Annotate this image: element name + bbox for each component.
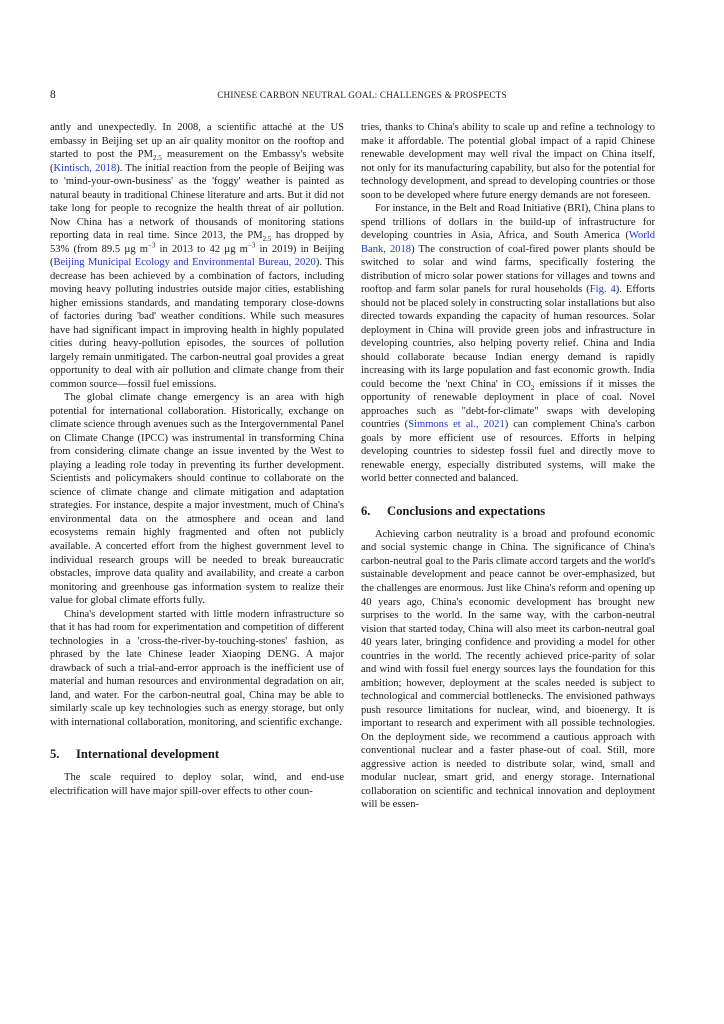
- section-heading: [361, 503, 655, 519]
- text: in 2019) in Beijing (: [50, 243, 344, 269]
- running-title: CHINESE CARBON NEUTRAL GOAL: CHALLENGES & PROSPECTS: [217, 90, 507, 100]
- section-number: 6.: [361, 503, 371, 518]
- page-number: 8: [50, 89, 56, 101]
- paragraph: tries, thanks to China's ability to scale up and refine a technology to make it affordable. The potential global impact of a rapid Chinese renewable development may well rival the impact on China itself, not only for its manufacturing capability, but also for the potential for technology development, and spread to developing countries or those soon to be developed where future energy demands are not foreseen.: [361, 122, 655, 201]
- subscript: 2: [530, 383, 535, 392]
- text: ). This decrease has been achieved by a combination of factors, including moving heavy polluting industries outside major cities, establishing higher emissions standards, and mandating temporary close-downs of factories during 'bad' weather conditions. While such measures have had significant impact in improving health in highly populated cities during heavy-pollution episodes, the sources of pollution largely remain unmitigated. The carbon-neutral goal provides a great opportunity to deal with air pollution and climate change from their common source—fossil fuel emissions.: [50, 257, 344, 390]
- citation-link[interactable]: Simmons et al., 2021: [408, 419, 505, 431]
- section-heading: [50, 746, 344, 762]
- citation-link[interactable]: World Bank, 2018: [361, 230, 655, 255]
- left-column: [50, 121, 344, 798]
- text: ). The initial reaction from the people of Beijing was to 'mind-your-own-business' as the 'foggy' weather is painted as natural beauty in traditional Chinese literature and arts. But it did not take long for people to recognize the health threat of air pollution. Now China has a network of thousands of monitoring stations reporting data in real time. Since 2013, the PM: [50, 162, 345, 242]
- page-header: [50, 89, 674, 105]
- paragraph: China's development started with little modern infrastructure so that it has had room for experimentation and competition of different technologies in a 'cross-the-river-by-touching-stones' fashion, as phrased by the late Chinese leader Xiaoping DENG. A major drawback of such a trial-and-error approach is the inefficient use of material and human resources and environmental degradation on air, land, and water. For the carbon-neutral goal, China may be able to similarly scale up key technologies such as energy storage, but only with international collaboration, monitoring, and scientific exchange.: [50, 608, 344, 728]
- text: measurement on the Embassy's website (: [50, 149, 344, 174]
- text: ). Efforts should not be placed solely in constructing solar installations but also directed towards expanding the capacity of human resources. Solar deployment in China will provide green jobs and infrastructure in developing countries, also helping poverty relief. China and India should collaborate because Indian energy demand is rapidly increasing with its large population and fast economic growth. India could become the 'next China' in CO: [361, 284, 656, 390]
- paragraph: The global climate change emergency is an area with high potential for international collaboration. Historically, exchange on climate science through avenues such as the Intergovernmental Panel on Climate Change (IPCC) was instrumental in transforming China from considering climate change an issue invented by the West to playing a leading role today in preventing its further development. Scientists and policymakers should continue to collaborate on the science of climate change and climate mitigation and adaptation strategies. For instance, despite a major investment, much of China's environmental data on the atmosphere and ocean and land ecosystems remain highly fragmented and often not publicly available. A concerted effort from the highest government level to individual research groups will be needed to break bureaucratic obstacles, improve data quality and availability, and create a carbon monitoring and greenhouse gas information system to realize their value for global climate efforts fully.: [50, 392, 344, 607]
- text: ) The construction of coal-fired power plants should be switched to solar and wind farms, specifically fostering the distribution of micro solar power stations for villages and towns and rooftop and farm solar panels for rural households (: [361, 243, 655, 296]
- text: antly and unexpectedly. In 2008, a scientific attaché at the US embassy in Beijing set up an air quality monitor on the rooftop and started to post the PM: [50, 122, 344, 161]
- text: in 2013 to 42 µg m: [155, 243, 248, 255]
- subscript: 2.5: [262, 235, 272, 244]
- text: emissions if it misses the opportunity of renewable deployment in place of coal. Novel approaches such as "debt-for-climate" swaps with developing countries (: [361, 378, 655, 431]
- superscript: −3: [147, 241, 156, 250]
- right-column: [361, 121, 655, 812]
- section-number: 5.: [50, 747, 60, 762]
- text: has dropped by 53% (from 89.5 µg m: [50, 230, 344, 255]
- subscript: 2.5: [153, 154, 162, 163]
- text: For instance, in the Belt and Road Initiative (BRI), China plans to spend trillions of dollars in the build-up of infrastructure for developing countries in Asia, Africa, and South America (: [361, 203, 655, 242]
- section-title: Conclusions and expectations: [387, 503, 546, 518]
- citation-link[interactable]: Beijing Municipal Ecology and Environmental Bureau, 2020: [53, 257, 316, 269]
- paragraph: [50, 121, 344, 391]
- paragraph: Achieving carbon neutrality is a broad and profound economic and social systemic change in China. The significance of China's carbon-neutral goal to the Paris climate accord targets and the world's sustainable development and peace cannot be over-emphasized, but the challenges are enormous. Just like China's reform and opening up 40 years ago, China's economic development has brought new surprises to the world. In the same way, with the carbon-neutral vision that started today, China will also meet its carbon-neutral goal 40 years later, bringing confidence and providing a model for other countries in the world. The recently achieved price-parity of solar and wind with fossil fuel energy sources lays the foundation for this ambition; however, deployment at the scales needed is subject to technological and commercial bottlenecks. The envisioned pathways push resource limitations for nuclear, wind, and bioenergy. It is important to research and experiment with all possible technologies. On the deployment side, we recommend a cautious approach with conventional nuclear and a faster phase-out of coal. Still, more aggressive action is needed to distribute solar, wind, small and modular nuclear, smart grid, and energy storage. International collaboration on scientific and technical innovation and deployment will be essen-: [361, 528, 655, 811]
- paragraph: [361, 202, 655, 486]
- superscript: −3: [247, 241, 256, 250]
- paragraph: The scale required to deploy solar, wind, and end-use electrification will have major spill-over effects to other coun-: [50, 772, 344, 797]
- text: ) can complement China's carbon goals by more efficient use of resources. Efforts in helping developing countries to sidestep fossil fuel and directly move to renewable energy, especially distributed systems, will make the world better connected and balanced.: [361, 419, 655, 485]
- citation-link[interactable]: Kintisch, 2018: [53, 162, 117, 174]
- figure-link[interactable]: Fig. 4: [589, 284, 616, 296]
- section-title: International development: [76, 747, 220, 762]
